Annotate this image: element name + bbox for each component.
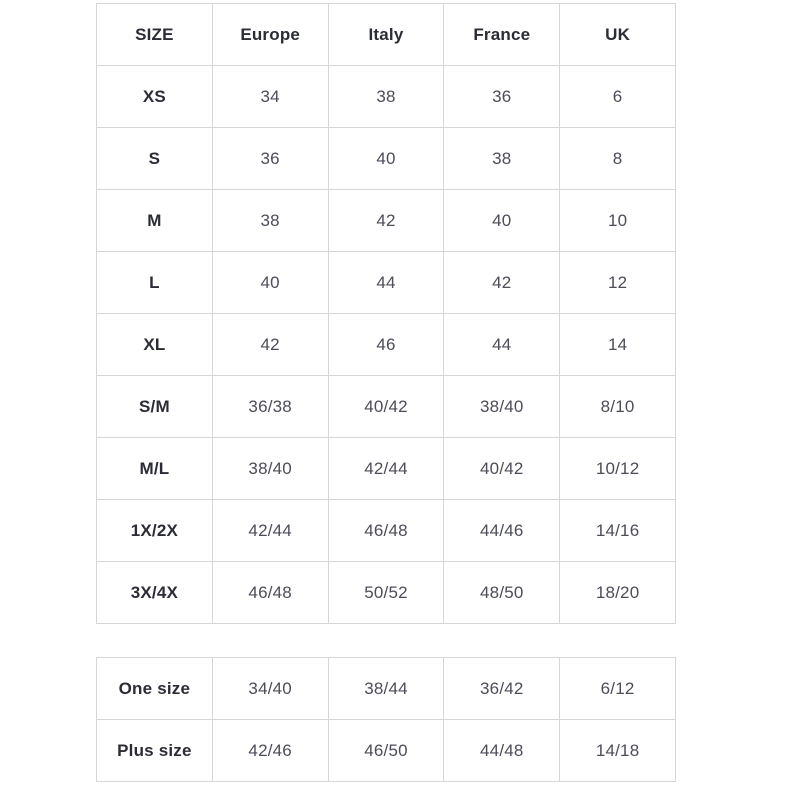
- size-cell: 38/40: [212, 438, 328, 500]
- size-cell: 6: [560, 66, 676, 128]
- table-row-xs: [97, 66, 676, 128]
- tables-container: [96, 3, 676, 782]
- row-label: One size: [97, 658, 213, 720]
- size-cell: 40: [328, 128, 444, 190]
- size-cell: 44: [444, 314, 560, 376]
- size-cell: 38: [444, 128, 560, 190]
- size-table-header: [97, 4, 676, 66]
- row-label: XL: [97, 314, 213, 376]
- size-cell: 46/50: [328, 720, 444, 782]
- size-cell: 36: [212, 128, 328, 190]
- row-label: L: [97, 252, 213, 314]
- size-cell: 42/44: [212, 500, 328, 562]
- size-cell: 8: [560, 128, 676, 190]
- size-cell: 14/18: [560, 720, 676, 782]
- size-cell: 38: [328, 66, 444, 128]
- table-row-m: [97, 190, 676, 252]
- row-label: S/M: [97, 376, 213, 438]
- size-cell: 14/16: [560, 500, 676, 562]
- header-cell-europe: Europe: [212, 4, 328, 66]
- table-row-1x-2x: [97, 500, 676, 562]
- size-conversion-table: [96, 3, 676, 624]
- row-label: XS: [97, 66, 213, 128]
- header-cell-france: France: [444, 4, 560, 66]
- row-label: 1X/2X: [97, 500, 213, 562]
- row-label: M: [97, 190, 213, 252]
- size-cell: 10/12: [560, 438, 676, 500]
- size-cell: 50/52: [328, 562, 444, 624]
- size-cell: 38/44: [328, 658, 444, 720]
- size-cell: 18/20: [560, 562, 676, 624]
- size-cell: 36/38: [212, 376, 328, 438]
- size-cell: 46/48: [328, 500, 444, 562]
- header-cell-italy: Italy: [328, 4, 444, 66]
- table-row-plus-size: [97, 720, 676, 782]
- size-table-body: [97, 66, 676, 624]
- row-label: 3X/4X: [97, 562, 213, 624]
- size-cell: 14: [560, 314, 676, 376]
- header-cell-size: SIZE: [97, 4, 213, 66]
- special-sizes-body: [97, 658, 676, 782]
- header-row: [97, 4, 676, 66]
- tables-gap: [96, 624, 676, 657]
- size-cell: 36: [444, 66, 560, 128]
- row-label: M/L: [97, 438, 213, 500]
- table-row-xl: [97, 314, 676, 376]
- size-cell: 44/46: [444, 500, 560, 562]
- header-cell-uk: UK: [560, 4, 676, 66]
- size-cell: 12: [560, 252, 676, 314]
- size-cell: 46/48: [212, 562, 328, 624]
- size-cell: 6/12: [560, 658, 676, 720]
- size-cell: 40: [212, 252, 328, 314]
- size-cell: 42/44: [328, 438, 444, 500]
- table-row-l: [97, 252, 676, 314]
- size-cell: 40/42: [444, 438, 560, 500]
- size-cell: 38: [212, 190, 328, 252]
- table-row-s-m: [97, 376, 676, 438]
- size-cell: 46: [328, 314, 444, 376]
- size-cell: 44/48: [444, 720, 560, 782]
- table-row-s: [97, 128, 676, 190]
- table-row-one-size: [97, 658, 676, 720]
- size-cell: 40: [444, 190, 560, 252]
- size-cell: 48/50: [444, 562, 560, 624]
- size-cell: 42/46: [212, 720, 328, 782]
- size-cell: 38/40: [444, 376, 560, 438]
- size-cell: 44: [328, 252, 444, 314]
- size-cell: 8/10: [560, 376, 676, 438]
- size-cell: 42: [212, 314, 328, 376]
- size-cell: 40/42: [328, 376, 444, 438]
- table-row-3x-4x: [97, 562, 676, 624]
- size-cell: 42: [444, 252, 560, 314]
- size-cell: 34: [212, 66, 328, 128]
- size-cell: 34/40: [212, 658, 328, 720]
- row-label: Plus size: [97, 720, 213, 782]
- size-cell: 42: [328, 190, 444, 252]
- table-row-m-l: [97, 438, 676, 500]
- size-cell: 36/42: [444, 658, 560, 720]
- special-sizes-table: [96, 657, 676, 782]
- row-label: S: [97, 128, 213, 190]
- size-cell: 10: [560, 190, 676, 252]
